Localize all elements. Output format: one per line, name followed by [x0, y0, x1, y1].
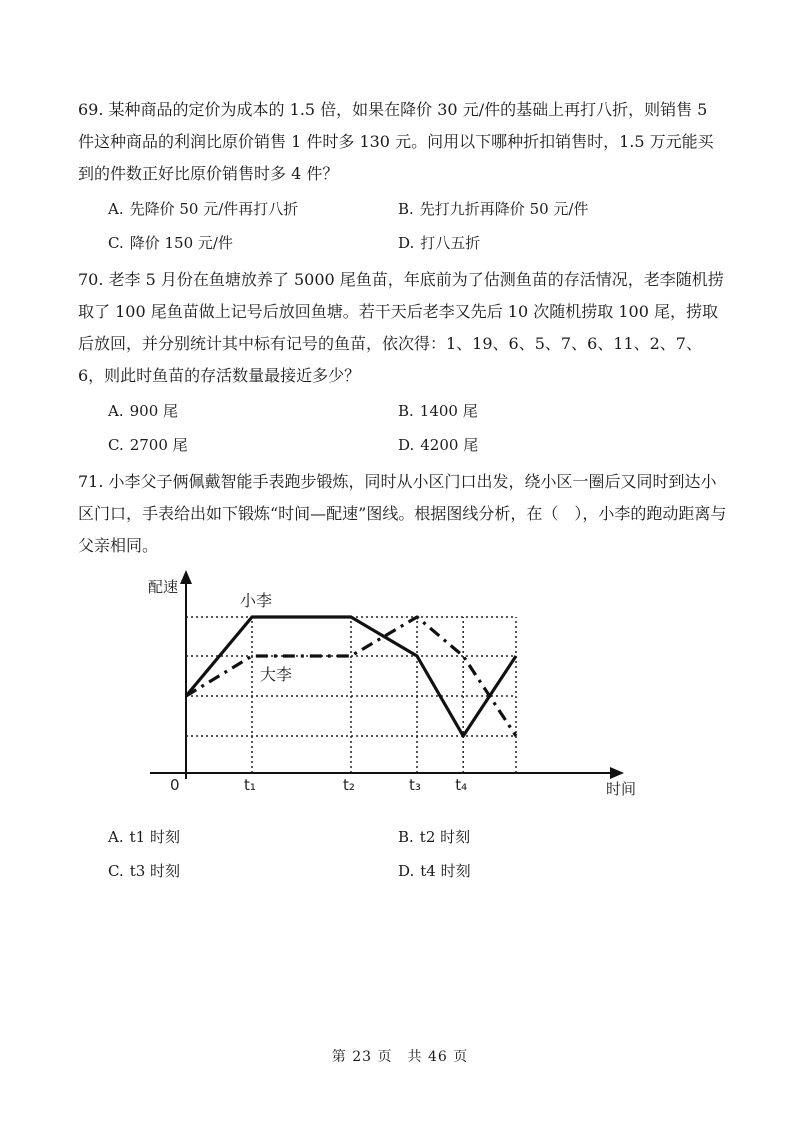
y-axis-arrow — [180, 570, 192, 584]
option-text: t4 时刻 — [420, 862, 471, 880]
option-letter: B. — [398, 828, 414, 846]
option-text: t1 时刻 — [129, 828, 180, 846]
option-text: 先打九折再降价 50 元/件 — [419, 200, 589, 218]
question-number: 71. — [78, 472, 104, 491]
option-text: 4200 尾 — [420, 436, 479, 454]
series-label-xiaoli: 小李 — [240, 591, 273, 610]
option-letter: C. — [108, 234, 124, 252]
option-text: t3 时刻 — [129, 862, 181, 880]
x-tick-label: t₄ — [455, 776, 468, 794]
question-stem: 老李 5 月份在鱼塘放养了 5000 尾鱼苗，年底前为了估测鱼苗的存活情况，老李随机捞取了 100 尾鱼苗做上记号后放回鱼塘。若干天后老李又先后 10 次随机捞取 100 尾，捞取后放回，并分别统计其中标有记号的鱼苗，依次得：1、19、6、5、7、6、11、2、7、6，则此时鱼苗的存活数量最接近多少？ — [78, 270, 724, 385]
option-text: 降价 150 元/件 — [129, 234, 233, 252]
option-text: t2 时刻 — [419, 828, 471, 846]
option-c[interactable] — [108, 860, 180, 881]
question-stem: 小李父子俩佩戴智能手表跑步锻炼，同时从小区门口出发，绕小区一圈后又同时到达小区门口，手表给出如下锻炼“时间—配速”图线。根据图线分析，在（ ），小李的跑动距离与父亲相同。 — [78, 472, 727, 555]
option-letter: A. — [108, 200, 124, 218]
series-label-dali: 大李 — [260, 665, 293, 684]
option-a[interactable] — [108, 826, 180, 847]
option-d[interactable] — [398, 434, 478, 455]
option-d[interactable] — [398, 860, 471, 881]
option-letter: A. — [108, 402, 124, 420]
option-letter: D. — [398, 436, 415, 454]
option-text: 900 尾 — [129, 402, 179, 420]
option-text: 打八五折 — [420, 234, 481, 252]
option-a[interactable] — [108, 198, 298, 219]
option-b[interactable] — [398, 826, 470, 847]
y-axis-label: 配速 — [148, 578, 179, 596]
option-letter: A. — [108, 828, 124, 846]
x-axis-arrow — [610, 767, 624, 779]
x-tick-label: t₂ — [343, 776, 355, 794]
option-text: 1400 尾 — [419, 402, 478, 420]
option-letter: D. — [398, 234, 415, 252]
pace-time-chart — [140, 568, 660, 804]
option-b[interactable] — [398, 198, 588, 219]
x-tick-label: t₁ — [244, 776, 256, 794]
option-text: 先降价 50 元/件再打八折 — [129, 200, 299, 218]
option-letter: C. — [108, 436, 124, 454]
question-69 — [78, 94, 728, 190]
x-tick-label: t₃ — [409, 776, 421, 794]
question-number: 69. — [78, 100, 104, 119]
question-stem: 某种商品的定价为成本的 1.5 倍，如果在降价 30 元/件的基础上再打八折，则销售 5 件这种商品的利润比原价销售 1 件时多 130 元。问用以下哪种折扣销售时，1.5 万元能买到的件数正好比原价销售时多 4 件？ — [78, 100, 714, 183]
origin-label: 0 — [170, 776, 180, 794]
option-letter: D. — [398, 862, 415, 880]
option-a[interactable] — [108, 400, 178, 421]
option-b[interactable] — [398, 400, 478, 421]
question-71 — [78, 466, 728, 562]
option-letter: B. — [398, 402, 414, 420]
option-c[interactable] — [108, 434, 188, 455]
option-letter: C. — [108, 862, 124, 880]
option-letter: B. — [398, 200, 414, 218]
option-d[interactable] — [398, 232, 480, 253]
option-text: 2700 尾 — [129, 436, 188, 454]
page-footer: 第 23 页 共 46 页 — [331, 1049, 469, 1065]
option-c[interactable] — [108, 232, 233, 253]
question-70 — [78, 264, 728, 392]
x-axis-label: 时间 — [606, 780, 637, 798]
question-number: 70. — [78, 270, 104, 289]
